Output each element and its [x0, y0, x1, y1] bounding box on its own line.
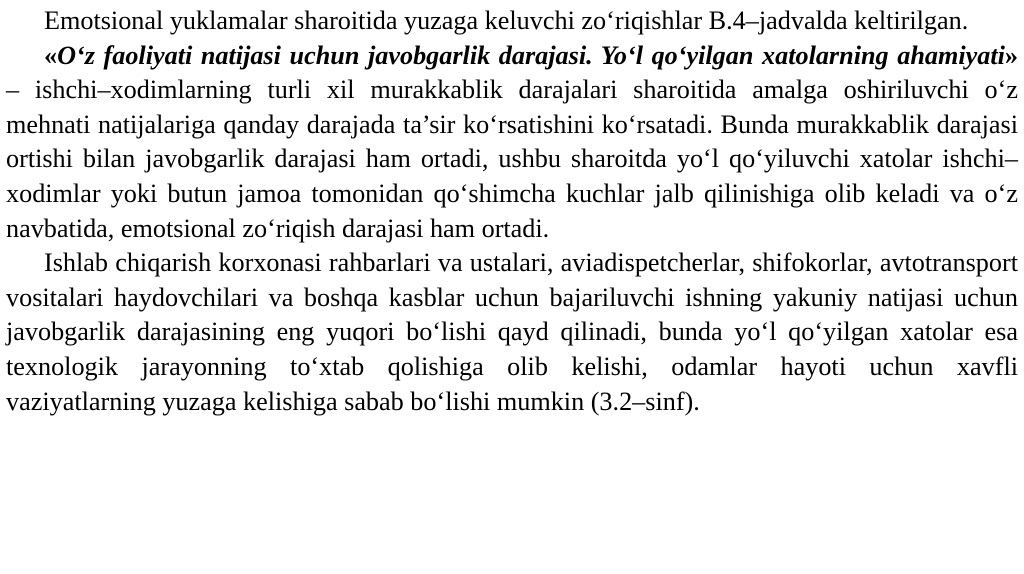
- paragraph-professions: [6, 246, 1018, 419]
- quote-open-mark: «: [44, 40, 58, 70]
- paragraph-intro-text: Emotsional yuklamalar sharoitida yuzaga keluvchi zo‘riqishlar B.4–jadvalda keltirilgan.: [44, 6, 969, 35]
- term-heading: O‘z faoliyati natijasi uchun javobgarlik darajasi. Yo‘l qo‘yilgan xatolarning ahamiyati: [57, 40, 1005, 70]
- paragraph-responsibility-text: – ishchi–xodimlarning turli xil murakkablik darajalari sharoitida amalga oshiriluvchi o‘z mehnati natijalariga qanday darajada ta’sir ko‘rsatishini ko‘rsatadi. Bunda murakkablik darajasi ortishi bilan javobgarlik darajasi ham ortadi, ushbu sharoitda yo‘l qo‘yiluvchi xatolar ishchi–xodimlar yoki butun jamoa tomonidan qo‘shimcha kuchlar jalb qilinishiga olib keladi va o‘z navbatida, emotsional zo‘riqish darajasi ham ortadi.: [6, 75, 1018, 243]
- paragraph-professions-text: Ishlab chiqarish korxonasi rahbarlari va ustalari, aviadispetcherlar, shifokorlar, avtotransport vositalari haydovchilari va boshqa kasblar uchun bajariluvchi ishning yakuniy natijasi uchun javobgarlik darajasining eng yuqori bo‘lishi qayd qilinadi, bunda yo‘l qo‘yilgan xatolar esa texnologik jarayonning to‘xtab qolishiga olib kelishi, odamlar hayoti uchun xavfli vaziyatlarning yuzaga kelishiga sabab bo‘lishi mumkin (3.2–sinf).: [6, 248, 1018, 416]
- quote-close-mark: »: [1004, 40, 1018, 70]
- paragraph-responsibility: [6, 39, 1018, 247]
- paragraph-intro: [6, 4, 1018, 39]
